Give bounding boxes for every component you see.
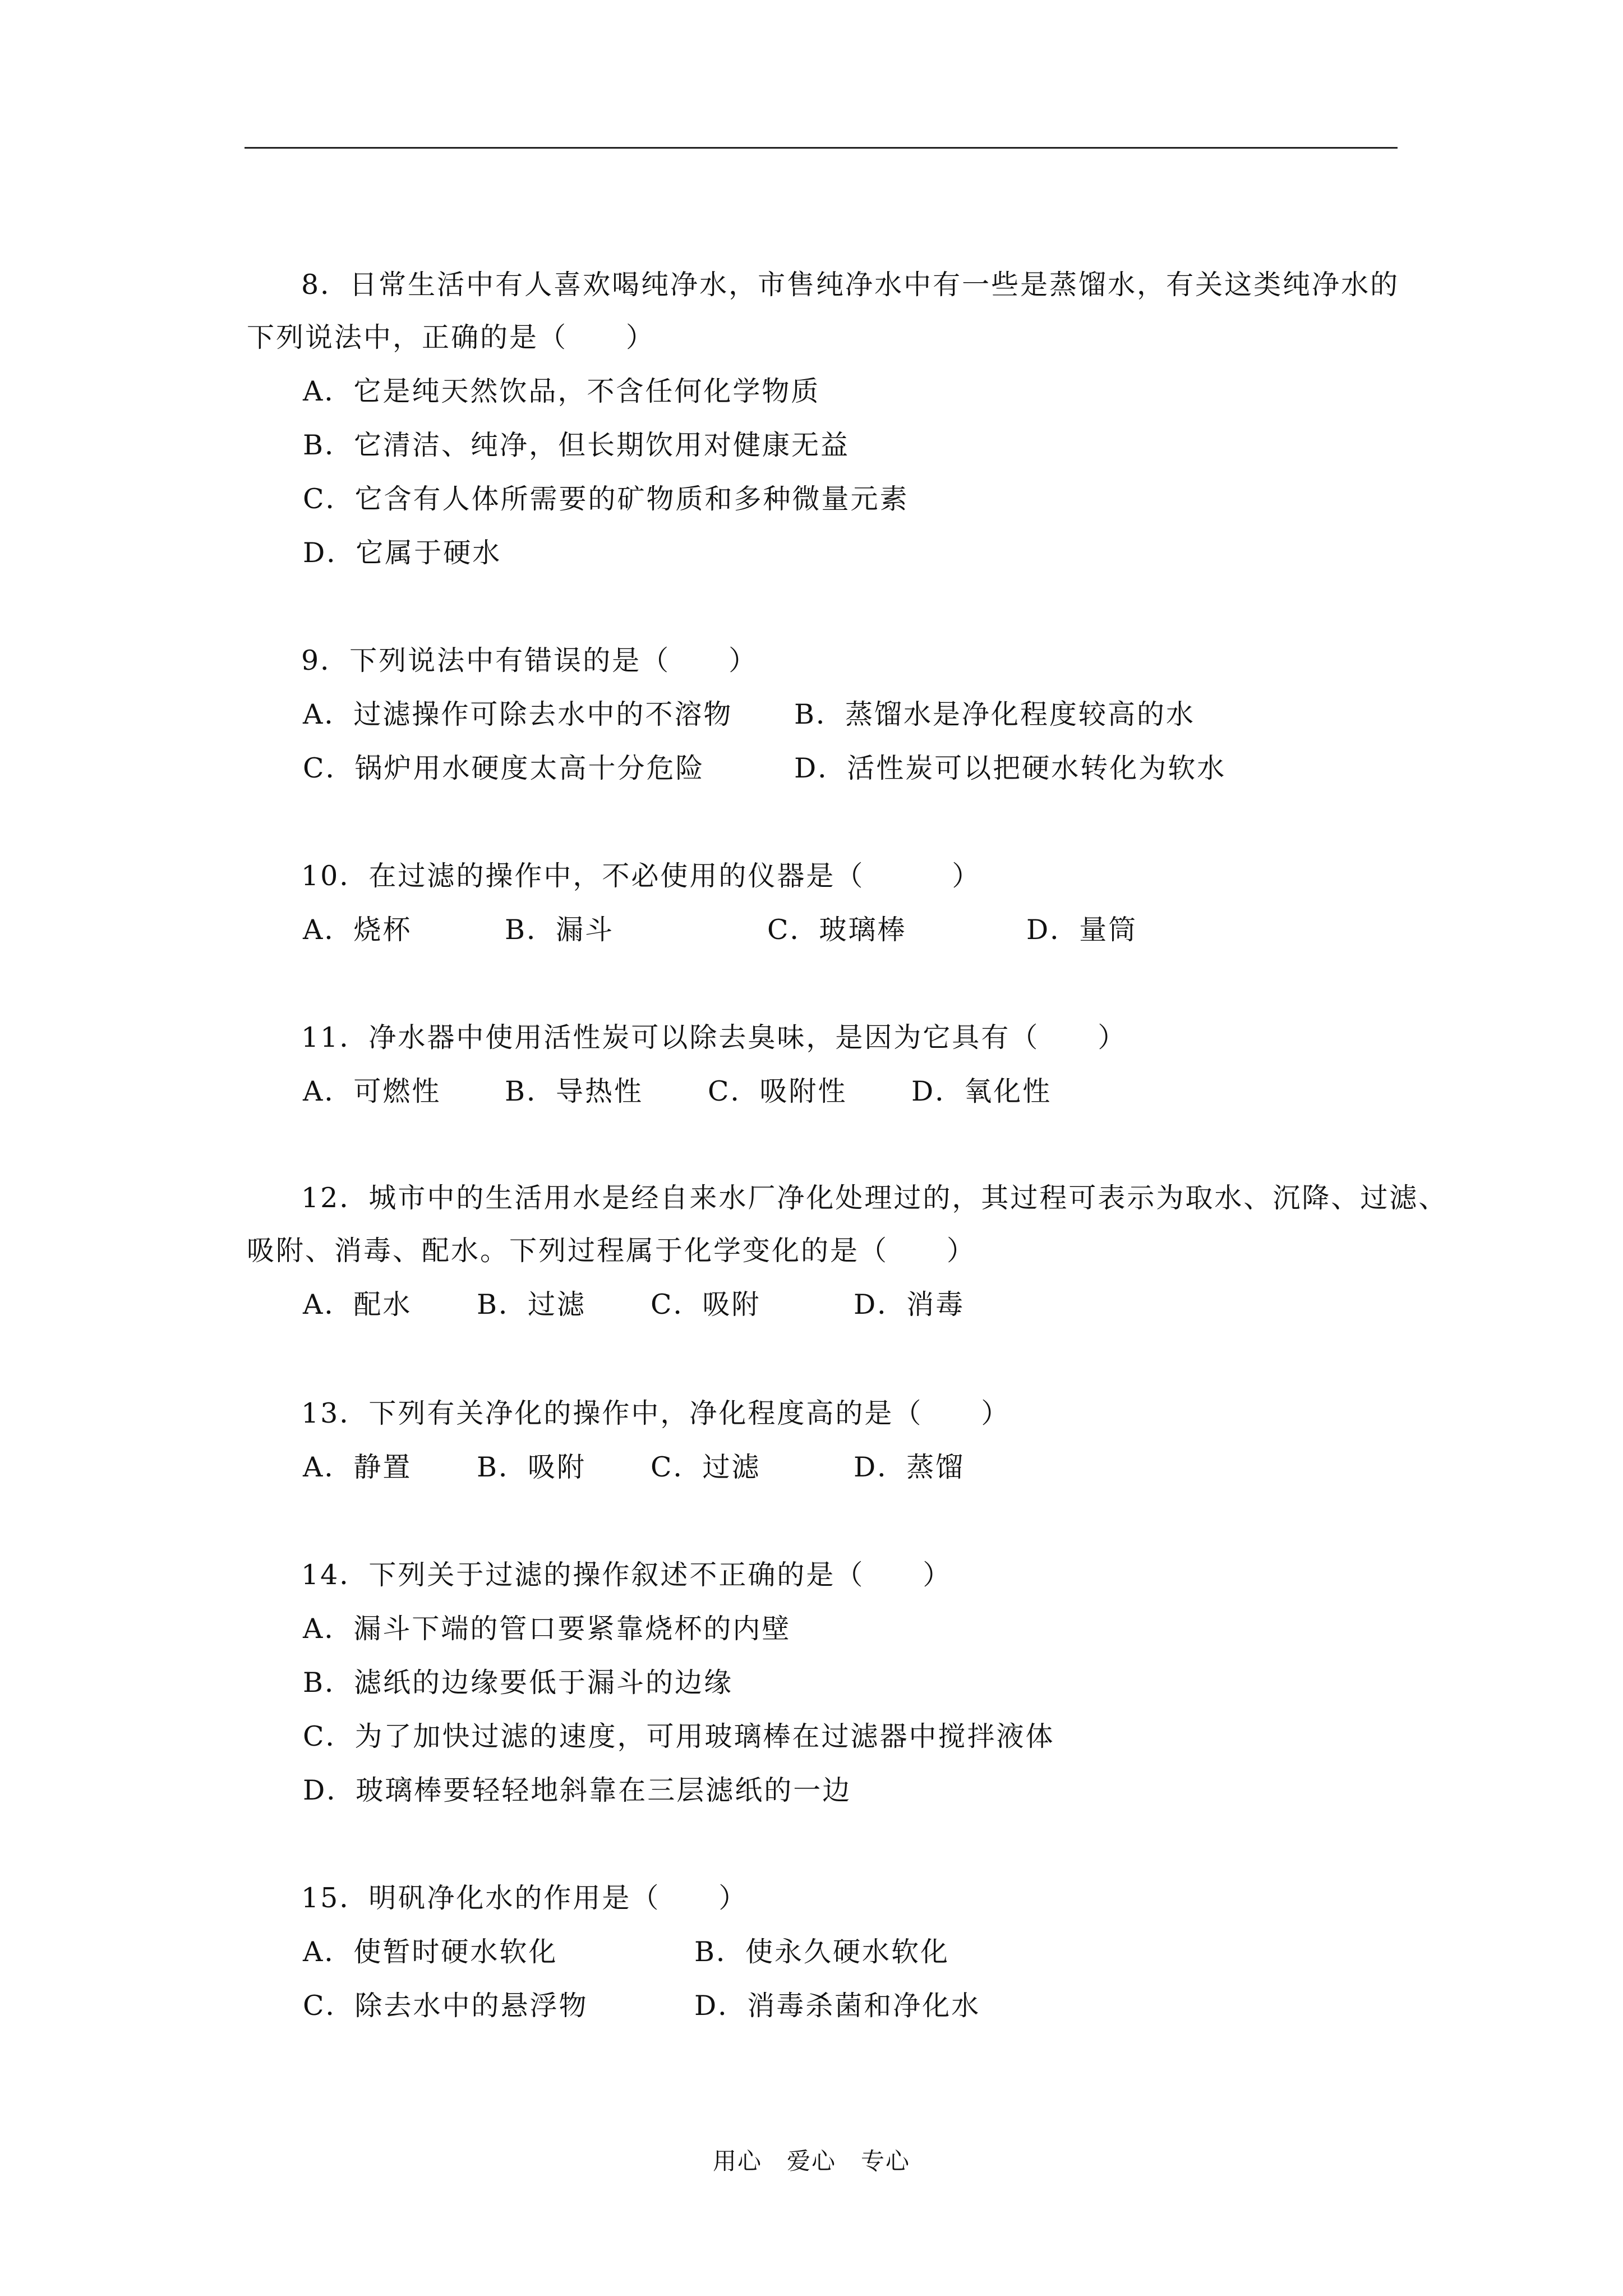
question-11-option-c: C．吸附性 bbox=[708, 1075, 847, 1107]
question-8-stem: 8．日常生活中有人喜欢喝纯净水，市售纯净水中有一些是蒸馏水，有关这类纯净水的 bbox=[301, 269, 1400, 301]
question-14-option-d: D．玻璃棒要轻轻地斜靠在三层滤纸的一边 bbox=[303, 1774, 852, 1806]
question-10-option-d: D．量筒 bbox=[1026, 914, 1138, 946]
question-8-option-b: B．它清洁、纯净，但长期饮用对健康无益 bbox=[303, 429, 850, 461]
question-15-option-b: B．使永久硬水软化 bbox=[694, 1936, 950, 1968]
question-15-option-a: A．使暂时硬水软化 bbox=[303, 1936, 558, 1968]
question-12-stem-continued: 吸附、消毒、配水。下列过程属于化学变化的是（ ） bbox=[247, 1235, 976, 1267]
question-10-option-c: C．玻璃棒 bbox=[767, 914, 907, 946]
question-14-option-a: A．漏斗下端的管口要紧靠烧杯的内壁 bbox=[303, 1613, 791, 1645]
question-10-option-b: B．漏斗 bbox=[505, 914, 615, 946]
question-13-option-d: D．蒸馏 bbox=[854, 1451, 965, 1483]
question-12-option-a: A．配水 bbox=[303, 1289, 412, 1320]
question-15-stem: 15．明矾净化水的作用是（ ） bbox=[301, 1882, 748, 1914]
question-12-option-c: C．吸附 bbox=[651, 1289, 761, 1320]
question-13-option-c: C．过滤 bbox=[651, 1451, 761, 1483]
question-13-stem: 13．下列有关净化的操作中，净化程度高的是（ ） bbox=[301, 1397, 1011, 1429]
question-9-option-d: D．活性炭可以把硬水转化为软水 bbox=[794, 752, 1227, 784]
question-8-stem-continued: 下列说法中，正确的是（ ） bbox=[247, 321, 656, 353]
question-9-stem: 9．下列说法中有错误的是（ ） bbox=[301, 645, 758, 677]
header-rule bbox=[245, 147, 1398, 149]
question-10-stem: 10．在过滤的操作中，不必使用的仪器是（ ） bbox=[301, 860, 981, 892]
question-8-option-c: C．它含有人体所需要的矿物质和多种微量元素 bbox=[303, 483, 909, 515]
question-12-stem: 12．城市中的生活用水是经自来水厂净化处理过的，其过程可表示为取水、沉降、过滤、 bbox=[301, 1182, 1448, 1214]
question-15-option-d: D．消毒杀菌和净化水 bbox=[694, 1990, 981, 2022]
question-8-option-a: A．它是纯天然饮品，不含任何化学物质 bbox=[303, 375, 820, 407]
question-10-option-a: A．烧杯 bbox=[303, 914, 412, 946]
question-11-stem: 11．净水器中使用活性炭可以除去臭味，是因为它具有（ ） bbox=[301, 1022, 1127, 1053]
question-15-option-c: C．除去水中的悬浮物 bbox=[303, 1990, 588, 2022]
question-8-option-d: D．它属于硬水 bbox=[303, 537, 502, 569]
question-9-option-a: A．过滤操作可除去水中的不溶物 bbox=[303, 698, 733, 730]
question-9-option-c: C．锅炉用水硬度太高十分危险 bbox=[303, 752, 705, 784]
question-14-option-c: C．为了加快过滤的速度，可用玻璃棒在过滤器中搅拌液体 bbox=[303, 1720, 1055, 1752]
question-12-option-b: B．过滤 bbox=[477, 1289, 587, 1320]
page-footer: 用心 爱心 专心 bbox=[712, 2147, 910, 2175]
question-11-option-b: B．导热性 bbox=[505, 1075, 644, 1107]
question-12-option-d: D．消毒 bbox=[854, 1289, 965, 1320]
question-11-option-a: A．可燃性 bbox=[303, 1075, 441, 1107]
question-14-option-b: B．滤纸的边缘要低于漏斗的边缘 bbox=[303, 1667, 734, 1699]
question-11-option-d: D．氧化性 bbox=[911, 1075, 1052, 1107]
question-13-option-b: B．吸附 bbox=[477, 1451, 587, 1483]
question-13-option-a: A．静置 bbox=[303, 1451, 412, 1483]
question-14-stem: 14．下列关于过滤的操作叙述不正确的是（ ） bbox=[301, 1559, 952, 1591]
question-9-option-b: B．蒸馏水是净化程度较高的水 bbox=[794, 698, 1196, 730]
